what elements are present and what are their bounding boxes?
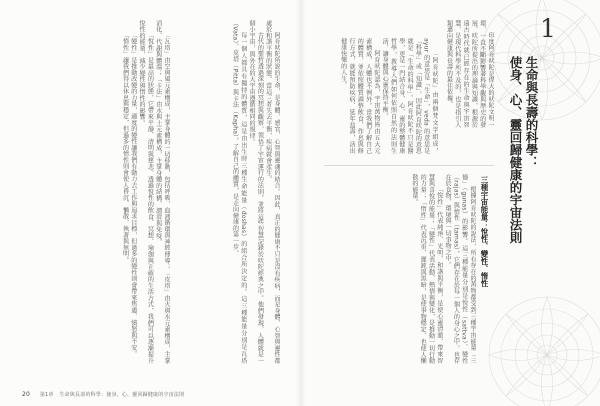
left-body-right-column <box>174 20 280 364</box>
right-paragraph-5: 「悅性」代表純淨、光明、和諧與平衡，是使心靈清澈、帶來智慧與喜悅的能量；「變性」代表活動、熱情與變化，是推動一切行動的力量；「惰性」代表沉重、遲鈍與黑暗，是使事物穩定、也使人懶散的能量。 <box>410 174 443 364</box>
right-paragraph-2: 「阿育吠陀」由兩個梵文字組成，ayur 的意思是「生命」，veda 的意思是「科學」或「知識」，因此阿育吠陀的意思就是「生命的科學」。阿育吠陀不只是醫學，更是一門結合身、心、靈的整體健康哲學，教導人們如何依照自然的法則生活，讓身體與心靈保持平衡。 <box>381 38 438 154</box>
footer-chapter-label: 第1章 <box>39 392 54 398</box>
right-intro-paragraph: 印度阿育吠陀是偉大的吠陀文明一環，一直不斷影響著科學觀與歷史的發展。吠陀所提出的理論與知識，根源於遠古時代就已經存在的生命與宇宙智慧，是現代科學所不及的，也是指引人類邁向健康與長壽的最佳依據。 <box>445 20 494 128</box>
mandala-ornament-bottom <box>482 290 600 406</box>
right-body-upper <box>338 38 438 154</box>
left-paragraph-5: 「悅性」是最高的狀態，它帶來平靜、清明與慈悲。透過悅性的飲食、冥想、瑜伽與正確的生活方式，我們可以逐漸提升悅性的能量，減少變性與惰性的影響。 <box>138 20 154 364</box>
left-paragraph-7: 「惰性」讓我們得以休息與穩定，但過多的惰性則會使人昏沉、懶散、執著與無明。 <box>121 32 129 264</box>
left-body-left-column <box>26 20 170 364</box>
right-body-lower <box>338 174 476 364</box>
chapter-title-line-2: 使身、心、靈回歸健康的宇宙法則 <box>508 56 523 244</box>
right-paragraph-3: 阿育吠陀認為，宇宙萬物皆由五大元素構成，人體也不例外。當我們了解自己的體質，並依照體質調整飲食、作息與修行方式，就能預防疾病、延年益壽，活出健康快樂的人生。 <box>339 38 380 154</box>
left-paragraph-2: 古代的聖哲透過深刻的冥想與觀察，領悟了宇宙運行的法則，並將這些智慧記錄於吠陀經典之中。他們發現，人體就是一個小宇宙，與外在的大宇宙遵循相同的規律。 <box>248 20 264 364</box>
left-paragraph-3: 每一個人都具有獨特的體質，這是由出生時三種生命能量（doshas）的組合所決定的。這三種能量分別是瓦塔（Vata）、皮塔（Pitta）與卡法（Kapha）。了解自己的體質，是走向健康的第一步。 <box>231 20 247 364</box>
chapter-number: 1 <box>540 14 556 43</box>
left-paragraph-6: 「變性」是推動改變的力量，適度的變性讓我們有動力去工作與追求目標，但過多的變性則會帶來焦慮、憤怒與不安。 <box>129 32 137 358</box>
left-paragraph-4: 「瓦塔」由空與風元素構成，主掌身體的一切移動，包括呼吸、血液循環與神經傳導；「皮塔」由火與水元素構成，主掌消化、代謝與體溫；「卡法」由水與土元素構成，主掌身體的結構、潤滑與免疫。 <box>154 20 170 364</box>
section-divider <box>324 165 494 166</box>
right-paragraph-4: 根據阿育吠陀的說法，所有存在的萬物都受到三種宇宙能量「三德」（gunas）的影響。這三種能量分別是悅性（sattva）、變性（rajas）與惰性（tamas），它們存在於每一個人的身心之中，也存在於食物、環境與一切事物之中。 <box>444 174 476 364</box>
page-number: 20 <box>22 391 31 398</box>
section-heading: 三種宇宙能量：悅性、變性、惰性 <box>480 176 489 287</box>
left-paragraph-1: 阿育吠陀所說的生命，是身體、感官、心智與靈魂的結合。因此，真正的健康不只是沒有疾病，而是身體、心智與靈性都處於和諧平衡的狀態。當這三者失去平衡，疾病就會產生。 <box>264 20 280 364</box>
footer-running-title: 生命與長壽的科學：使身、心、靈回歸健康的宇宙法則 <box>59 392 185 398</box>
book-gutter <box>296 0 306 406</box>
chapter-title-line-1: 生命與長壽的科學： <box>524 56 539 169</box>
right-intro-column <box>442 20 494 128</box>
page-footer <box>22 391 184 398</box>
